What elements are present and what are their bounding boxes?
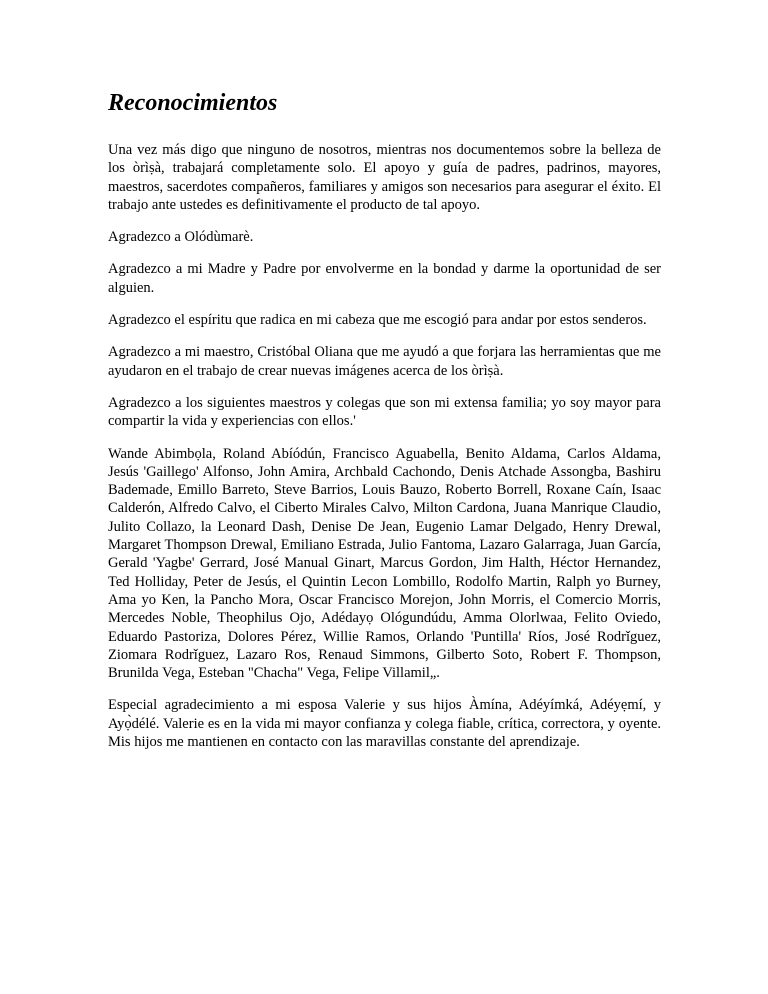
paragraph-olodumare: Agradezco a Olódùmarè.	[108, 229, 254, 246]
paragraph-colleagues-intro: Agradezco a los siguientes maestros y colegas que son mi extensa familia; yo soy mayor para compartir la vida y experiencias con ellos.'	[108, 394, 661, 430]
paragraph-parents: Agradezco a mi Madre y Padre por envolverme en la bondad y darme la oportunidad de ser alguien.	[108, 261, 661, 296]
paragraph-intro: Una vez más digo que ninguno de nosotros, mientras nos documentemos sobre la belleza de los òrìṣà, trabajará completamente solo. El apoyo y guía de padres, padrinos, mayores, maestros, sacerdotes compañeros, familiares y amigos son necesarios para asegurar el éxito. El trabajo ante ustedes es definitivamente el producto de tal apoyo.	[108, 142, 661, 213]
paragraph-spirit: Agradezco el espíritu que radica en mi cabeza que me escogió para andar por estos senderos.	[108, 312, 647, 329]
paragraph-family: Especial agradecimiento a mi esposa Valerie y sus hijos Àmína, Adéyímká, Adéyẹmí, y Ayọ̀délé. Valerie es en la vida mi mayor confianza y colega fiable, crítica, correctora, y oyente. Mis hijos me mantienen en contacto con las maravillas constante del aprendizaje.	[108, 697, 661, 751]
paragraph-names-list: Wande Abimbọla, Roland Abíódún, Francisco Aguabella, Benito Aldama, Carlos Aldama, Jesús 'Gaillego' Alfonso, John Amira, Archbald Cachondo, Denis Atchade Assongba, Bashiru Bademade, Emillo Barreto, Steve Barrios, Louis Bauzo, Roberto Borrell, Roxane Caín, Isaac Calderón, Alfredo Calvo, el Ciberto Mirales Calvo, Milton Cardona, Juana Manrique Claudio, Julito Collazo, la Leonard Dash, Denise De Jean, Eugenio Lamar Delgado, Henry Drewal, Margaret Thompson Drewal, Emiliano Estrada, Julio Fantoma, Lazaro Galarraga, Juan García, Gerald 'Yagbe' Gerrard, José Manual Ginart, Marcus Gordon, Jim Halth, Héctor Hernandez, Ted Holliday, Peter de Jesús, el Quintin Lecon Lombillo, Rodolfo Martin, Ralph yo Burney, Ama yo Ken, la Pancho Mora, Oscar Francisco Morejon, John Morris, el Comercio Morris, Mercedes Noble, Theophilus Ojo, Adédayọ Ológundúdu, Amma Olorlwaa, Felito Oviedo, Eduardo Pastoriza, Dolores Pérez, Willie Ramos, Orlando 'Puntilla' Ríos, José Rodrǐguez, Ziomara Rodrǐguez, Lazaro Ros, Renaud Simmons, Gilberto Soto, Robert F. Thompson, Brunilda Vega, Esteban "Chacha" Vega, Felipe Villamil„.	[108, 445, 661, 682]
page-title: Reconocimientos	[108, 90, 278, 116]
paragraph-teacher: Agradezco a mi maestro, Cristóbal Oliana que me ayudó a que forjara las herramientas que me ayudaron en el trabajo de crear nuevas imágenes acerca de los òrìṣà.	[108, 344, 661, 379]
